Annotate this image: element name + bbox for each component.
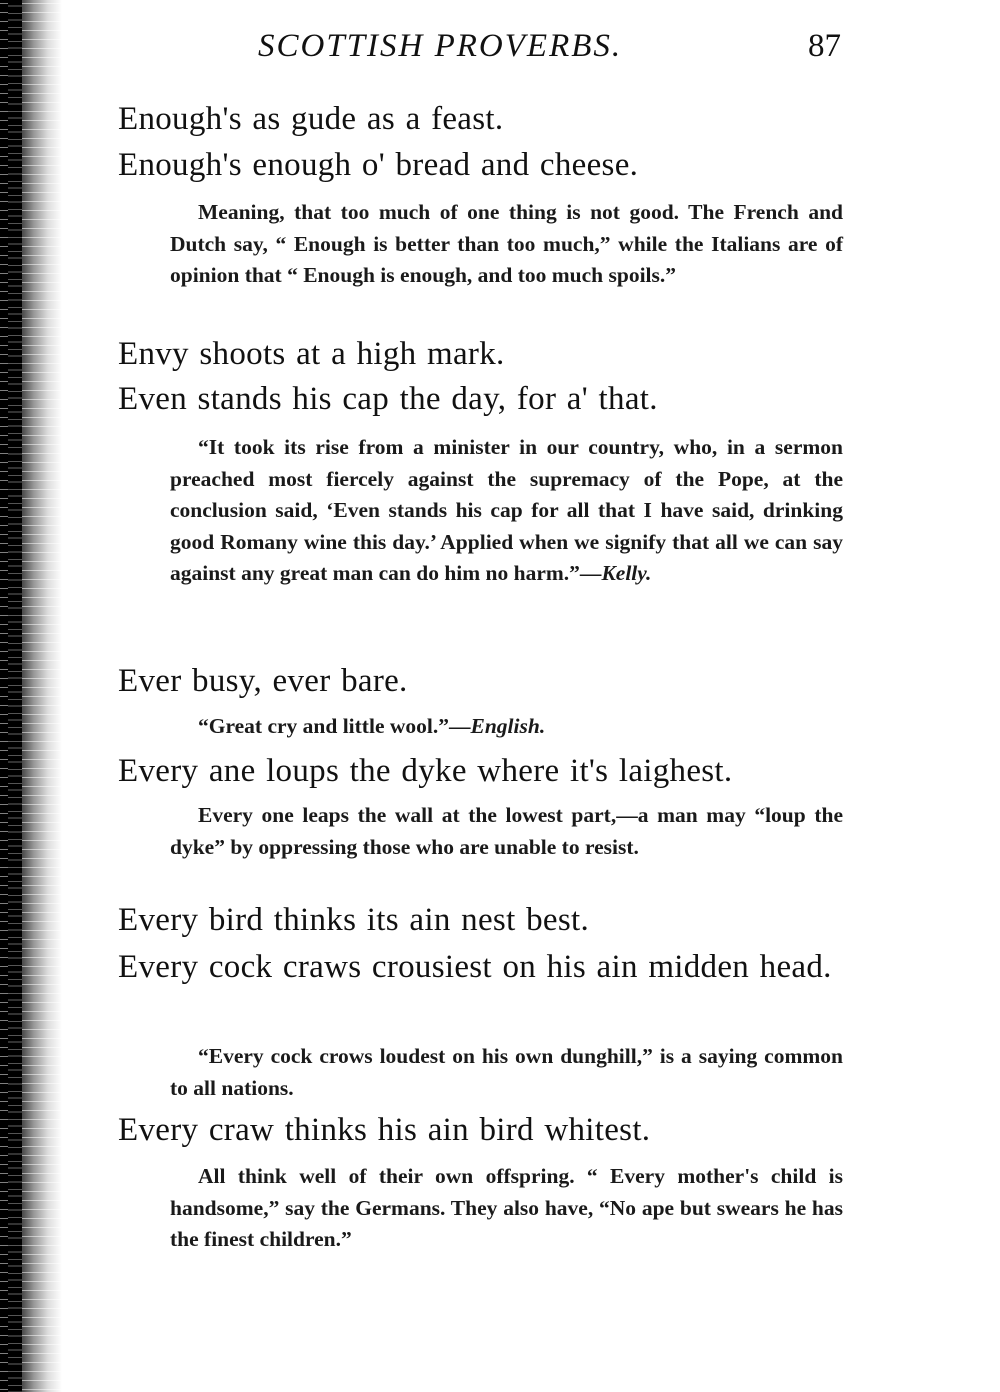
book-spine-shadow: [8, 0, 22, 1392]
page-number: 87: [808, 28, 841, 64]
proverb: Enough's enough o' bread and cheese.: [118, 147, 639, 183]
commentary: [170, 711, 843, 743]
proverb: Even stands his cap the day, for a' that.: [118, 381, 658, 417]
proverb: Enough's as gude as a feast.: [118, 101, 504, 137]
commentary-text: “It took its rise from a minister in our country, who, in a sermon preached most fiercely against the supremacy of the Pope, at the conclusion said, ‘Even stands his cap for all that I have said, drinking good Romany wine this day.’ Applied when we signify that all we can say against any great man can do him no harm.”—: [170, 435, 843, 586]
commentary: [170, 432, 843, 590]
proverb: Every craw thinks his ain bird whitest.: [118, 1112, 651, 1148]
proverb: Every ane loups the dyke where it's laighest.: [118, 753, 733, 789]
proverb: Every cock craws crousiest on his ain midden head.: [118, 949, 832, 985]
proverb: Envy shoots at a high mark.: [118, 336, 505, 372]
commentary: Every one leaps the wall at the lowest part,—a man may “loup the dyke” by oppressing those who are unable to resist.: [170, 803, 843, 859]
commentary: All think well of their own offspring. “ Every mother's child is handsome,” say the Germans. They also have, “No ape but swears he has the finest children.”: [170, 1164, 843, 1252]
commentary: Meaning, that too much of one thing is not good. The French and Dutch say, “ Enough is better than too much,” while the Italians are of opinion that “ Enough is enough, and too much spoils.”: [170, 200, 843, 288]
proverb: Ever busy, ever bare.: [118, 663, 408, 699]
source-attribution: English.: [470, 714, 546, 738]
running-header: SCOTTISH PROVERBS.: [258, 28, 623, 64]
source-attribution: Kelly.: [601, 561, 652, 586]
commentary-text: “Great cry and little wool.”—: [198, 714, 471, 738]
commentary: “Every cock crows loudest on his own dunghill,” is a saying common to all nations.: [170, 1044, 843, 1100]
proverb: Every bird thinks its ain nest best.: [118, 902, 589, 938]
